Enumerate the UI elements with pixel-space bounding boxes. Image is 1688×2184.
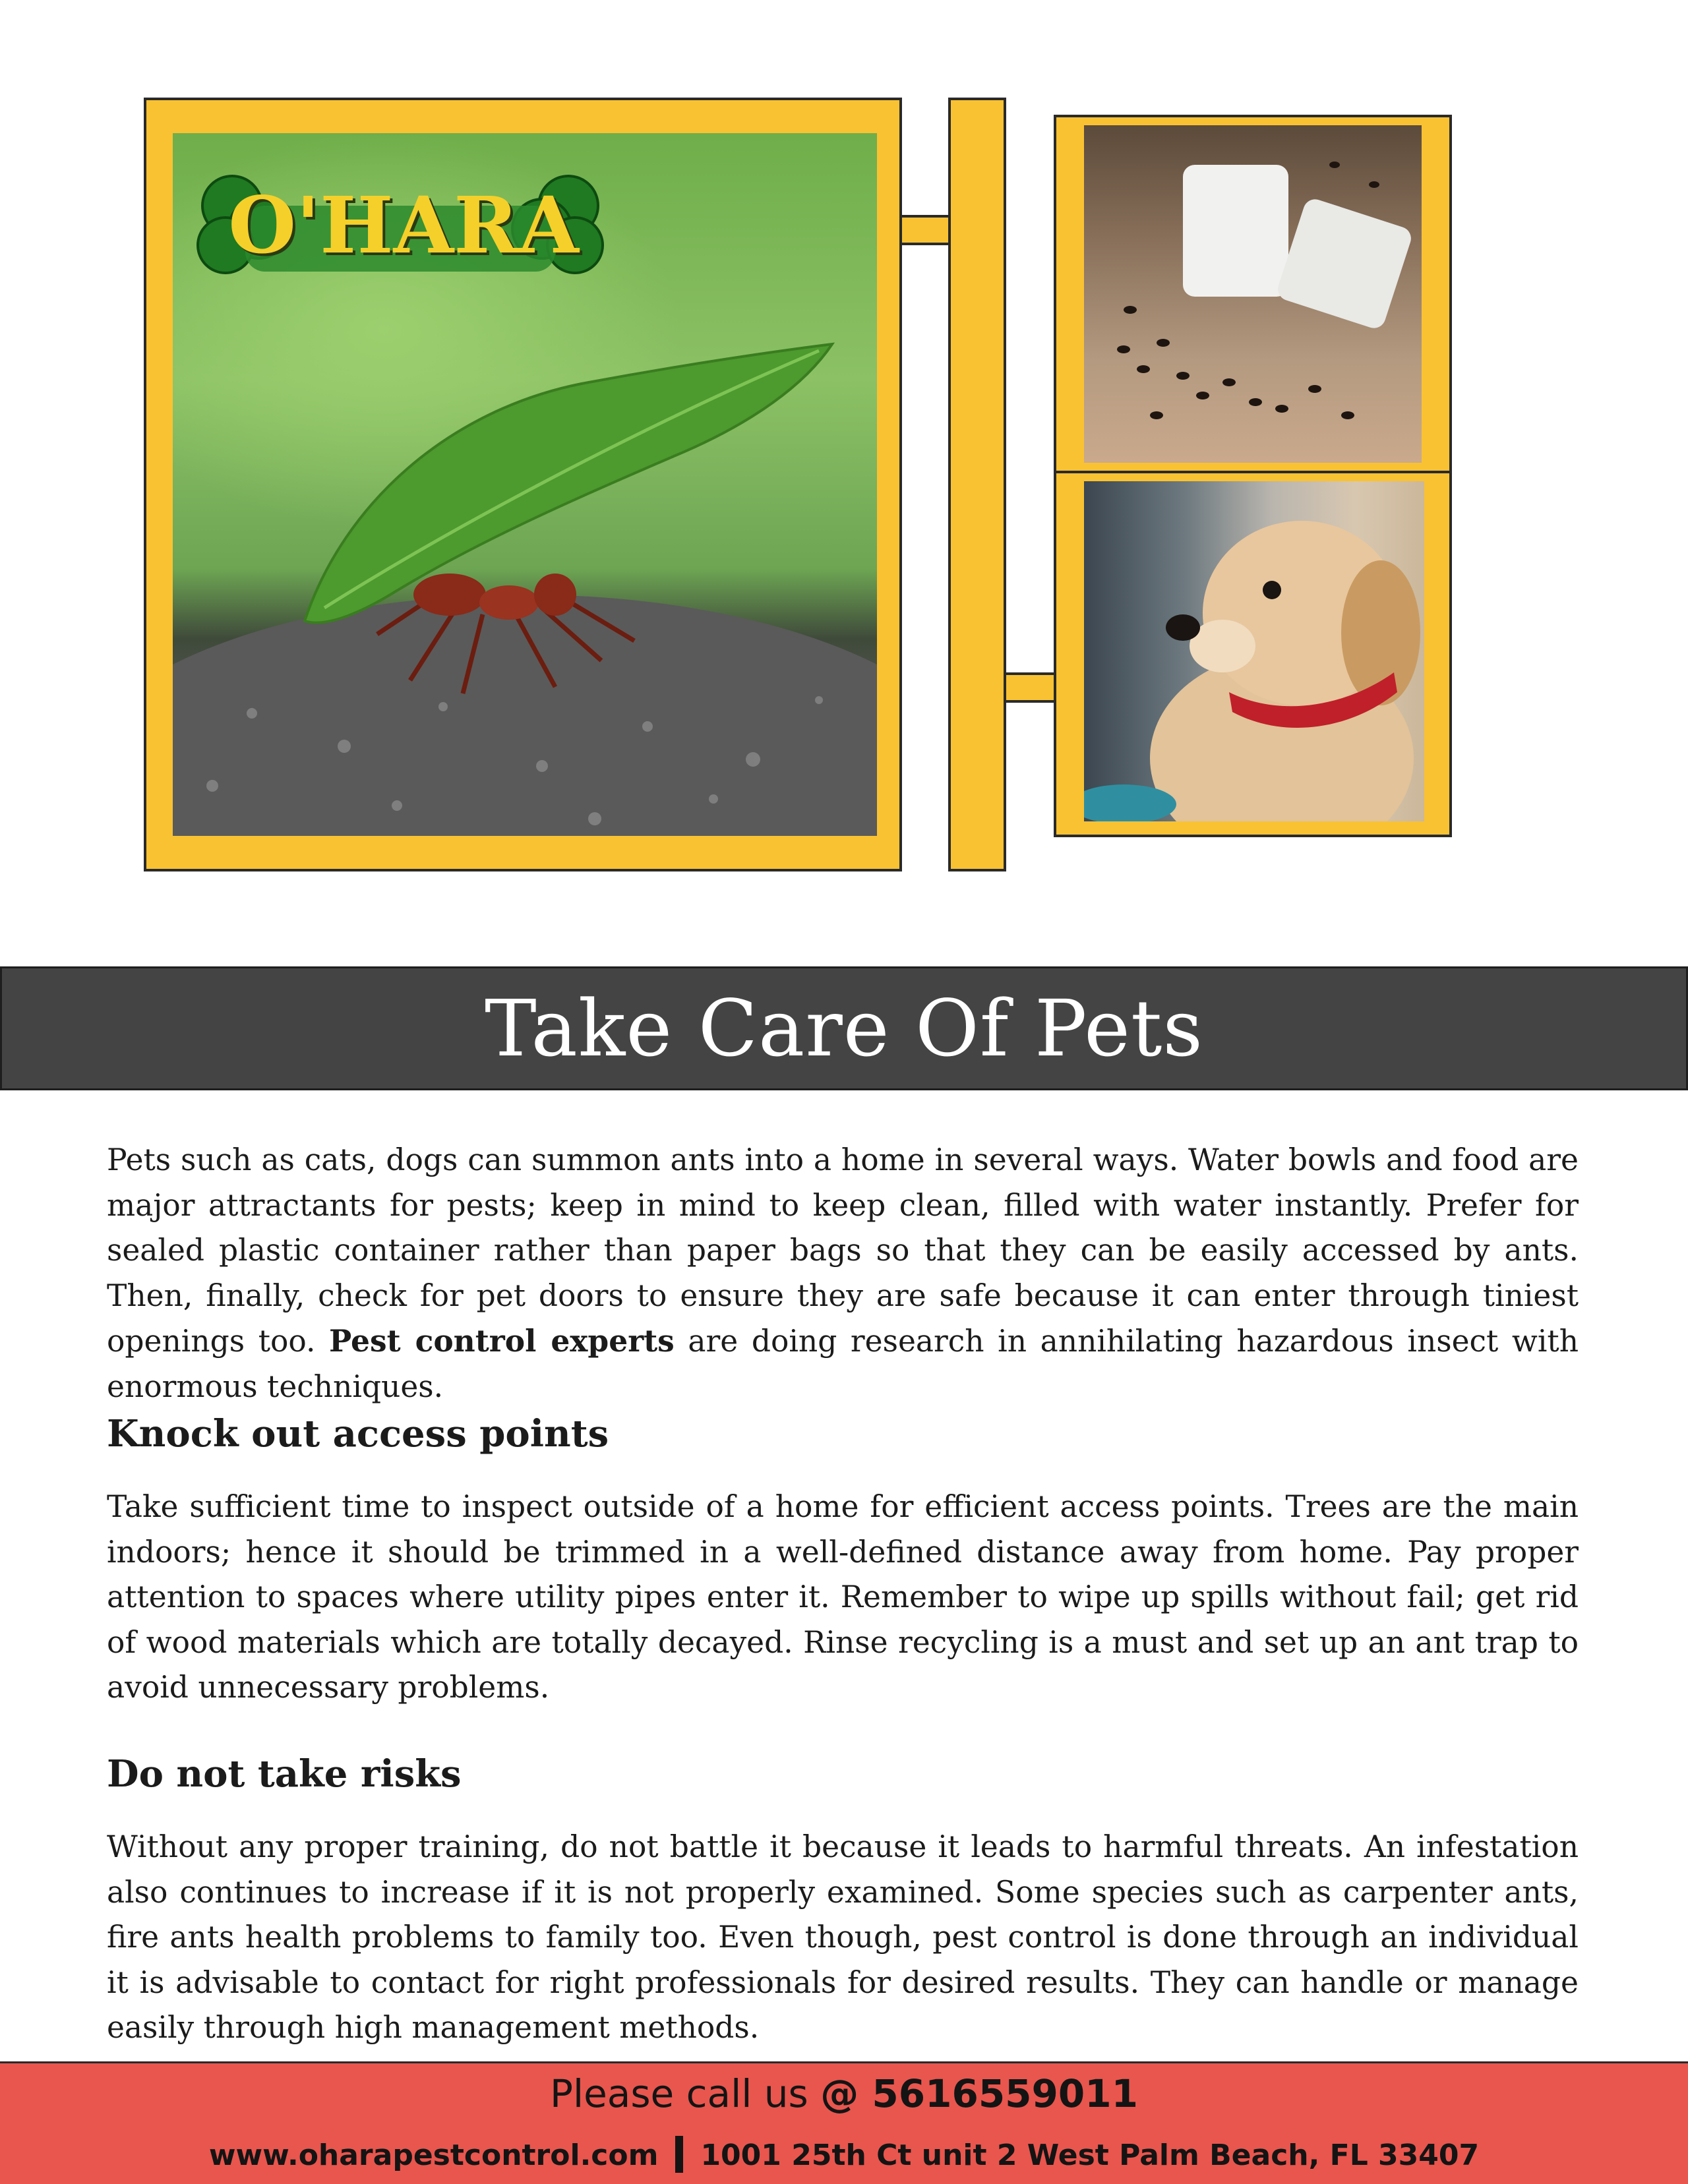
section-paragraph: Without any proper training, do not battle it because it leads to harmful threats. An infestation also continues to increase if it is not properly examined. Some species such as carpenter ants, fire ants health problems to family too. Even though, pest control is done through an individual it is advisable to contact for right professionals for desired results. They can handle or manage easily through high management methods.	[107, 1829, 1579, 2045]
ohara-logo	[186, 160, 615, 291]
puppy-photo	[1084, 481, 1424, 821]
pest-control-experts-bold: Pest control experts	[329, 1323, 675, 1359]
connector-right	[1004, 672, 1058, 703]
leaf-cutter-ant-photo	[173, 133, 877, 836]
connector-left	[899, 215, 951, 245]
phone-number[interactable]: 5616559011	[872, 2071, 1138, 2116]
page-title: Take Care Of Pets	[485, 983, 1203, 1074]
section-heading: Do not take risks	[107, 1752, 462, 1796]
logo-text: O'HARA	[228, 179, 579, 271]
ants-sugar-photo	[1084, 125, 1422, 463]
address-line	[0, 2136, 1688, 2173]
connector-bar	[948, 98, 1006, 871]
intro-text-end: are doing research in annihilating hazardous insect with enormous techniques.	[107, 1324, 1579, 1404]
intro-paragraph	[107, 1138, 1579, 1409]
main-image-frame	[144, 98, 902, 871]
section-heading: Knock out access points	[107, 1412, 609, 1456]
puppy-frame	[1054, 471, 1452, 837]
contact-footer	[0, 2061, 1688, 2184]
puppy-illustration	[1084, 481, 1424, 821]
intro-text: Pets such as cats, dogs can summon ants into a home in several ways. Water bowls and food are major attractants for pests; keep in mind to keep clean, filled with water instantly. Prefer for sealed plastic container rather than paper bags so that they can be easily accessed by ants. Then, finally, check for pet doors to ensure they are safe because it can enter through tiniest openings too.	[107, 1142, 1579, 1359]
section-paragraph: Take sufficient time to inspect outside of a home for efficient access points. Trees are the main indoors; hence it should be trimmed in a well-defined distance away from home. Pay proper attention to spaces where utility pipes enter it. Remember to wipe up spills without fail; get rid of wood materials which are totally decayed. Rinse recycling is a must and set up an ant trap to avoid unnecessary problems.	[107, 1489, 1579, 1705]
divider	[675, 2136, 683, 2173]
call-prefix: Please call us	[550, 2071, 821, 2116]
call-at: @	[820, 2071, 872, 2116]
ants-sugar-frame	[1054, 115, 1452, 473]
sugar-ants-illustration	[1084, 125, 1422, 463]
address-text: 1001 25th Ct unit 2 West Palm Beach, FL 33407	[700, 2139, 1480, 2172]
title-bar	[0, 966, 1688, 1090]
call-line	[0, 2071, 1688, 2116]
image-collage	[0, 0, 1688, 883]
website-link[interactable]: www.oharapestcontrol.com	[208, 2139, 659, 2172]
